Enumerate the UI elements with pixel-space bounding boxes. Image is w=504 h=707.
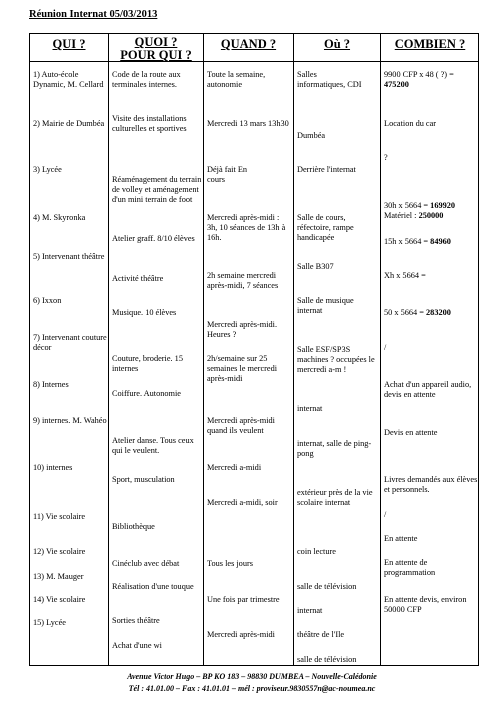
- combien-cell: [384, 271, 478, 281]
- qui-cell: 5) Intervenant théâtre: [33, 252, 105, 261]
- combien-text: 30h x 5664 =: [384, 201, 429, 210]
- quoi-cell: Sport, musculation: [112, 475, 175, 484]
- ou-cell: Derrière l'internat: [297, 165, 356, 174]
- quoi-cell: Sorties théâtre: [112, 616, 160, 625]
- quand-cell: Mercredi après-midi. Heures ?: [207, 320, 278, 339]
- column-divider: [380, 34, 381, 665]
- combien-value: 475200: [384, 80, 409, 89]
- qui-cell: 8) Internes: [33, 380, 69, 389]
- footer-address: Avenue Victor Hugo – BP KO 183 – 98830 DUMBEA – Nouvelle-Calédonie: [127, 672, 377, 681]
- quoi-cell: Atelier graff. 8/10 élèves: [112, 234, 195, 243]
- combien-cell: [384, 70, 478, 90]
- combien-cell: Livres demandés aux élèves et personnels.: [384, 475, 478, 494]
- ou-cell: salle de télévision: [297, 582, 357, 591]
- qui-cell: 3) Lycée: [33, 165, 62, 174]
- quand-cell: Mercredi après-midi : 3h, 10 séances de 13h à 16h.: [207, 213, 286, 242]
- ou-cell: théâtre de l'Ile: [297, 630, 345, 639]
- ou-cell: Salle ESF/SP3S machines ? occupées le mercredi a-m !: [297, 345, 375, 374]
- quoi-cell: Visite des installations culturelles et sportives: [112, 114, 187, 133]
- ou-cell: coin lecture: [297, 547, 336, 556]
- quoi-cell: Réalisation d'une touque: [112, 582, 194, 591]
- quoi-cell: Couture, broderie. 15 internes: [112, 354, 183, 373]
- combien-cell: /: [384, 510, 387, 519]
- quoi-cell: Réaménagement du terrain de volley et aménagement d'un mini terrain de foot: [112, 175, 202, 204]
- quand-cell: Tous les jours: [207, 559, 253, 568]
- header-combien: COMBIEN ?: [394, 37, 466, 51]
- qui-cell: 11) Vie scolaire: [33, 512, 86, 521]
- ou-cell: Dumbéa: [297, 131, 326, 140]
- header-quand: QUAND ?: [220, 37, 277, 51]
- quand-cell: Mercredi après-midi quand ils veulent: [207, 416, 275, 435]
- ou-cell: salle de télévision: [297, 655, 357, 664]
- meeting-table: [29, 33, 479, 666]
- quoi-cell: Code de la route aux terminales internes.: [112, 70, 181, 89]
- quoi-cell: Achat d'une wi: [112, 641, 162, 650]
- quoi-cell: Musique. 10 élèves: [112, 308, 177, 317]
- column-divider: [108, 34, 109, 665]
- combien-text: 9900 CFP x 48 ( ?) =: [384, 70, 454, 79]
- qui-cell: 9) internes. M. Wahéo: [33, 416, 107, 425]
- combien-text: 50 x 5664 =: [384, 308, 424, 317]
- document-title: Réunion Internat 05/03/2013: [29, 9, 158, 20]
- combien-cell: En attente: [384, 534, 418, 543]
- ou-cell: Salle de cours, réfectoire, rampe handicapée: [297, 213, 354, 242]
- header-quoi-line2: POUR QUI ?: [120, 48, 192, 62]
- quand-cell: Déjà fait En cours: [207, 165, 248, 184]
- combien-value: 250000: [418, 211, 444, 220]
- qui-cell: 14) Vie scolaire: [33, 595, 86, 604]
- ou-cell: Salle B307: [297, 262, 334, 271]
- quand-cell: Mercredi a-midi: [207, 463, 262, 472]
- quoi-cell: Bibliothèque: [112, 522, 155, 531]
- qui-cell: 13) M. Mauger: [33, 572, 84, 581]
- ou-cell: internat, salle de ping-pong: [297, 439, 372, 458]
- qui-cell: 15) Lycée: [33, 618, 66, 627]
- footer-contact: Tél : 41.01.00 – Fax : 41.01.01 – mél : proviseur.9830557n@ac-noumea.nc: [128, 684, 376, 693]
- quand-cell: Toute la semaine, autonomie: [207, 70, 266, 89]
- combien-text: Xh x 5664 =: [384, 271, 426, 280]
- ou-cell: Salles informatiques, CDI: [297, 70, 362, 89]
- quand-cell: Mercredi après-midi: [207, 630, 275, 639]
- combien-cell: [384, 201, 478, 221]
- column-divider: [203, 34, 204, 665]
- ou-cell: internat: [297, 404, 323, 413]
- combien-text: 15h x 5664 =: [384, 237, 429, 246]
- ou-cell: internat: [297, 606, 323, 615]
- qui-cell: 1) Auto-école Dynamic, M. Cellard: [33, 70, 104, 89]
- quoi-cell: Cinéclub avec débat: [112, 559, 180, 568]
- combien-cell: En attente de programmation: [384, 558, 436, 577]
- combien-value: 169920: [430, 201, 456, 210]
- ou-cell: Salle de musique internat: [297, 296, 354, 315]
- qui-cell: 4) M. Skyronka: [33, 213, 86, 222]
- combien-value: 84960: [430, 237, 451, 246]
- combien-cell: ?: [384, 153, 388, 162]
- header-quoi-line1: QUOI ?: [134, 35, 178, 49]
- quoi-cell: Coiffure. Autonomie: [112, 389, 181, 398]
- combien-value: 283200: [426, 308, 451, 317]
- quoi-cell: Atelier danse. Tous ceux qui le veulent.: [112, 436, 194, 455]
- quand-cell: Mercredi 13 mars 13h30: [207, 119, 289, 128]
- qui-cell: 2) Mairie de Dumbéa: [33, 119, 105, 128]
- quand-cell: Une fois par trimestre: [207, 595, 280, 604]
- qui-cell: 6) Ixxon: [33, 296, 62, 305]
- combien-cell: En attente devis, environ 50000 CFP: [384, 595, 467, 614]
- ou-cell: extérieur près de la vie scolaire internat: [297, 488, 373, 507]
- qui-cell: 10) internes: [33, 463, 73, 472]
- combien-cell: Location du car: [384, 119, 437, 128]
- combien-cell: Devis en attente: [384, 428, 438, 437]
- header-qui: QUI ?: [52, 37, 86, 51]
- qui-cell: 7) Intervenant couture décor: [33, 333, 107, 352]
- qui-cell: 12) Vie scolaire: [33, 547, 86, 556]
- quand-cell: Mercredi a-midi, soir: [207, 498, 278, 507]
- combien-cell: /: [384, 343, 387, 352]
- combien-cell: [384, 237, 478, 247]
- header-quoi: [109, 36, 203, 62]
- quand-cell: 2h/semaine sur 25 semaines le mercredi après-midi: [207, 354, 278, 383]
- combien-text: Matériel :: [384, 211, 417, 220]
- header-divider: [30, 61, 478, 62]
- combien-cell: [384, 308, 478, 318]
- column-divider: [293, 34, 294, 665]
- quoi-cell: Activité théâtre: [112, 274, 164, 283]
- quand-cell: 2h semaine mercredi après-midi, 7 séances: [207, 271, 279, 290]
- header-ou: Où ?: [323, 37, 351, 51]
- combien-cell: Achat d'un appareil audio, devis en attente: [384, 380, 472, 399]
